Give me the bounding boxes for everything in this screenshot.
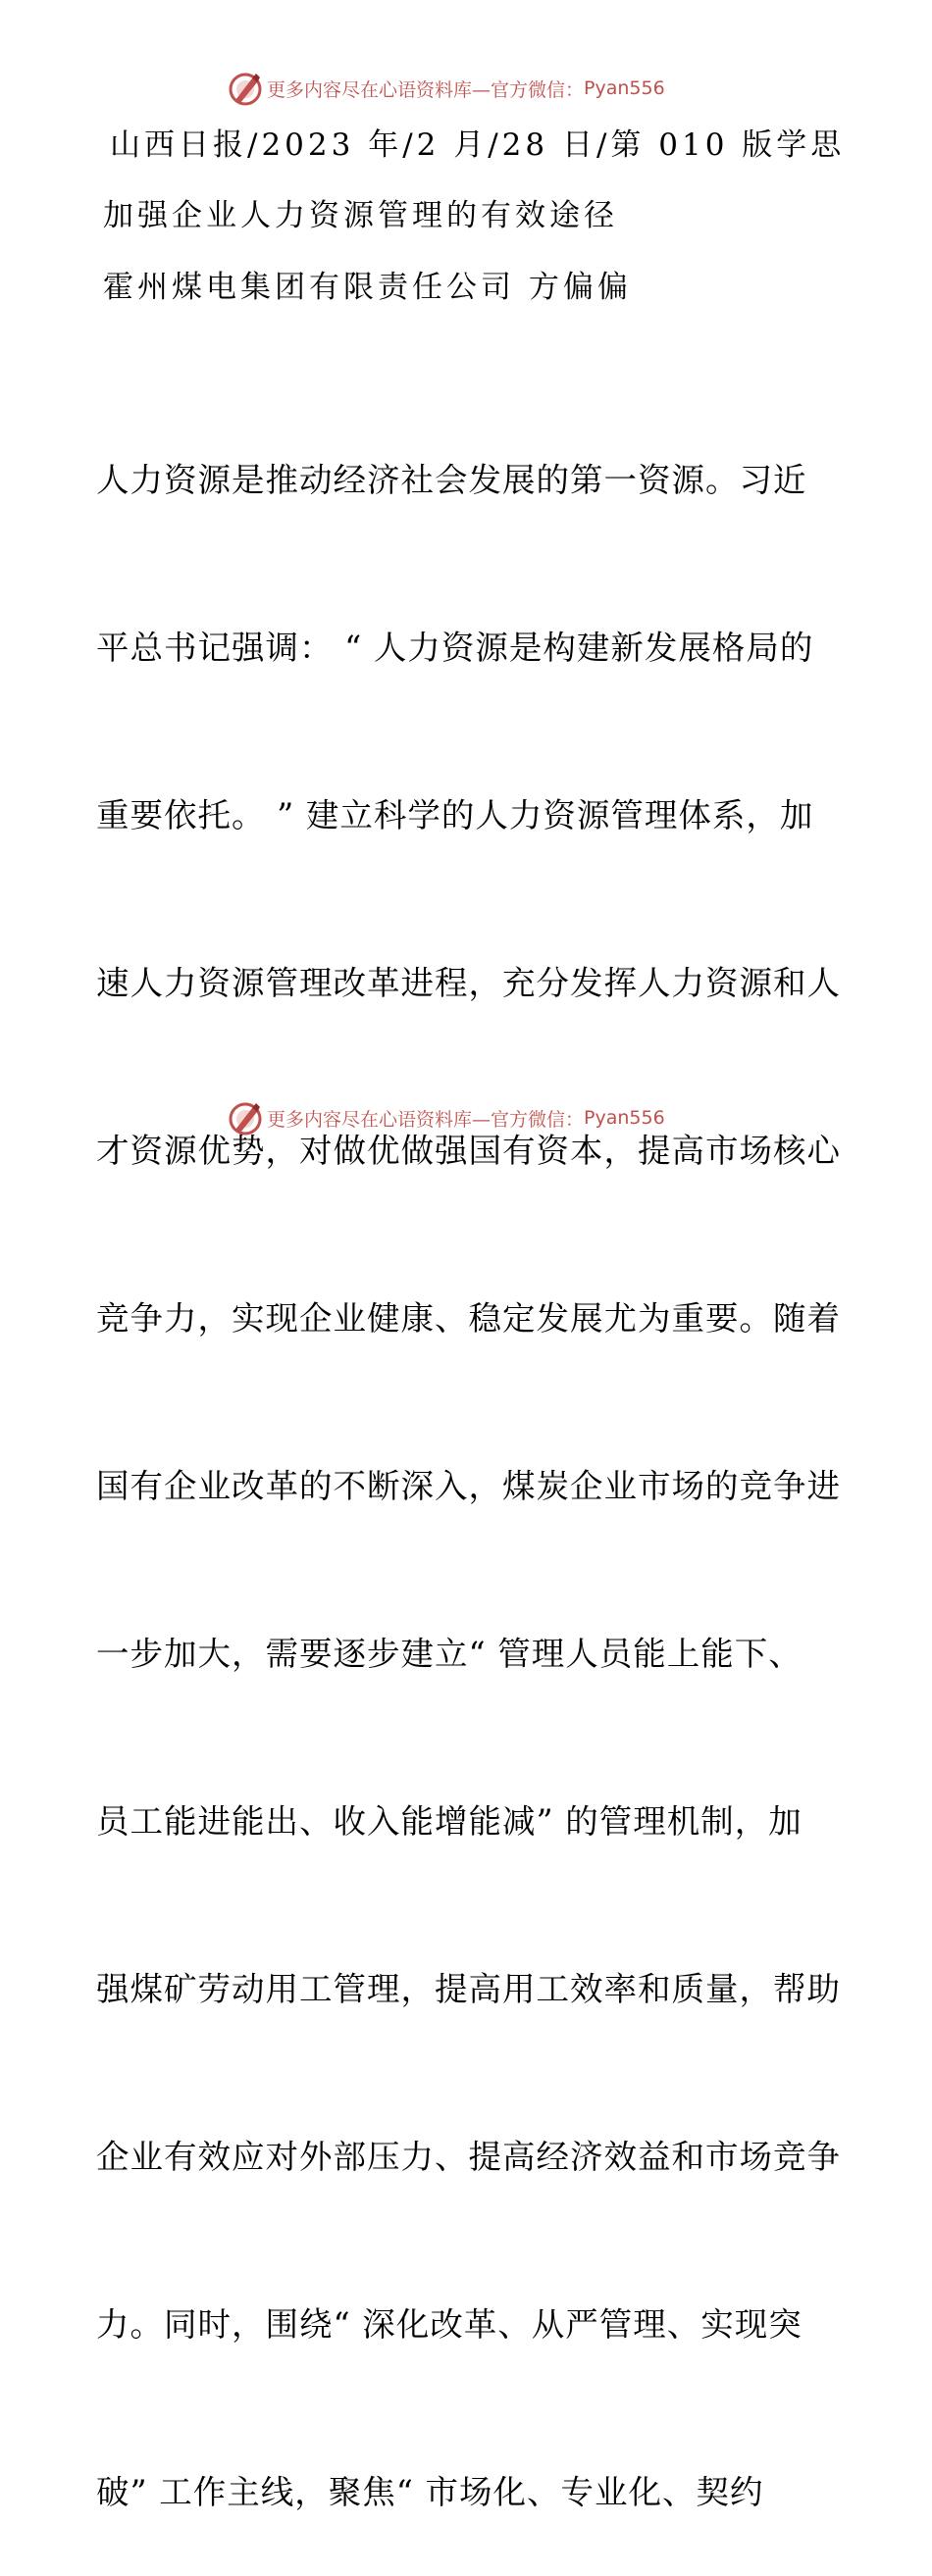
- body-line: 强煤矿劳动用工管理，提高用工效率和质量，帮助: [96, 1970, 841, 2008]
- body-line: 力。同时，围绕“ 深化改革、从严管理、实现突: [96, 2305, 803, 2344]
- header-watermark-banner: [228, 70, 665, 107]
- body-line: 人力资源是推动经济社会发展的第一资源。习近: [96, 461, 807, 499]
- source-line: 山西日报/2023 年/2 月/28 日/第 010 版学思: [110, 127, 846, 163]
- watermark-account-text: Pyan556: [584, 1107, 665, 1129]
- body-line: 一步加大，需要逐步建立“ 管理人员能上能下、: [96, 1635, 803, 1673]
- watermark-account-text: Pyan556: [584, 77, 665, 99]
- watermark-brand-text: 更多内容尽在心语资料库: [267, 1108, 473, 1131]
- body-line: 破” 工作主线，聚焦“ 市场化、专业化、契约: [96, 2473, 764, 2511]
- body-line: 竞争力，实现企业健康、稳定发展尤为重要。随着: [96, 1299, 841, 1338]
- watermark-official-text: —官方微信：: [472, 78, 585, 101]
- pen-logo-icon: [228, 1100, 263, 1136]
- watermark-brand-text: 更多内容尽在心语资料库: [267, 78, 473, 101]
- article-title: 加强企业人力资源管理的有效途径: [103, 198, 618, 233]
- pen-logo-icon: [228, 71, 263, 106]
- author-line: 霍州煤电集团有限责任公司 方偏偏: [103, 270, 632, 305]
- body-line: 才资源优势，对做优做强国有资本，提高市场核心: [96, 1132, 841, 1170]
- watermark-official-text: —官方微信：: [472, 1108, 585, 1131]
- body-line: 国有企业改革的不断深入，煤炭企业市场的竞争进: [96, 1467, 841, 1505]
- body-line: 企业有效应对外部压力、提高经济效益和市场竞争: [96, 2138, 841, 2176]
- body-line: 员工能进能出、收入能增能减” 的管理机制，加: [96, 1802, 803, 1841]
- footer-watermark-banner: [228, 1099, 665, 1136]
- article-body: [96, 340, 842, 2576]
- body-line: 速人力资源管理改革进程，充分发挥人力资源和人: [96, 964, 841, 1002]
- body-line: 重要依托。 ” 建立科学的人力资源管理体系，加: [96, 796, 814, 834]
- body-line: 平总书记强调： “ 人力资源是构建新发展格局的: [96, 629, 814, 667]
